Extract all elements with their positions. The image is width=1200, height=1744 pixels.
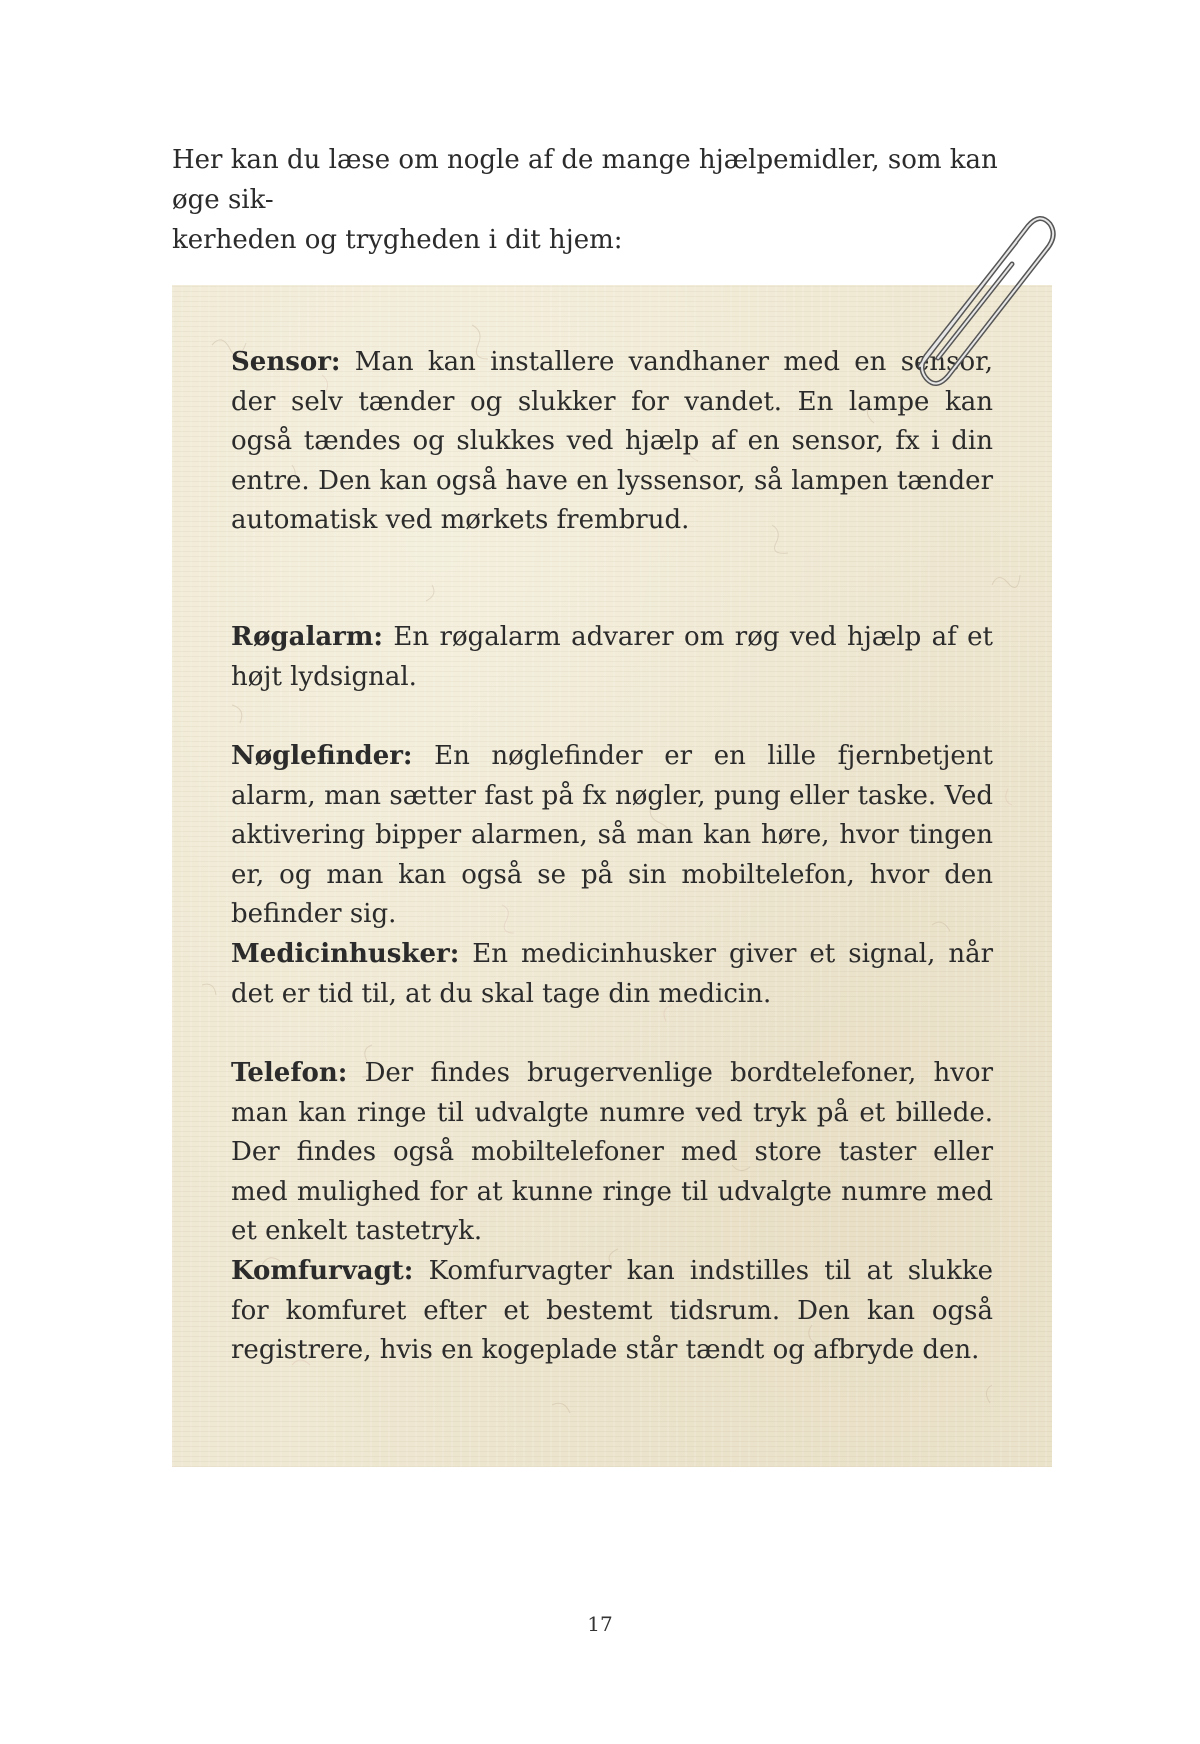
page-number: 17 xyxy=(587,1612,613,1636)
entry-text: En nøglefinder er en lille fjernbetjent alarm, man sætter fast på fx nøgler, pung eller taske. Ved aktivering bipper alarmen, så man kan høre, hvor tingen er, og man kan også se på sin mobiltelefon, hvor den befinder sig. xyxy=(231,741,993,929)
entry-text: En medicinhusker giver et signal, når det er tid til, at du skal tage din medicin. xyxy=(231,939,993,1009)
entry-text: Der findes brugervenlige bordtelefoner, hvor man kan ringe til udvalgte numre ved tryk på et billede. Der findes også mobiltelefoner med store taster eller med mulighed for at kunne ringe til udvalgte numre med et enkelt tastetryk. xyxy=(231,1058,993,1246)
entry-roegalarm xyxy=(231,618,993,697)
entry-term: Røgalarm: xyxy=(231,622,383,652)
entry-sensor xyxy=(231,343,993,541)
entry-telefon xyxy=(231,1054,993,1252)
paperclip-icon xyxy=(890,208,1070,388)
entry-komfurvagt xyxy=(231,1252,993,1371)
note-card xyxy=(172,285,1052,1467)
entry-term: Telefon: xyxy=(231,1058,348,1088)
entry-noeglefinder xyxy=(231,737,993,935)
entry-text: Man kan installere vandhaner med en sensor, der selv tænder og slukker for vandet. En lampe kan også tændes og slukkes ved hjælp af en sensor, fx i din entre. Den kan også have en lyssensor, så lampen tænder automatisk ved mørkets frembrud. xyxy=(231,347,993,535)
entry-term: Komfurvagt: xyxy=(231,1256,414,1286)
entry-text: Komfurvagter kan indstilles til at slukke for komfuret efter et bestemt tidsrum. Den kan også registrere, hvis en kogeplade står tændt og afbryde den. xyxy=(231,1256,994,1365)
entry-term: Sensor: xyxy=(231,347,341,377)
entry-medicinhusker xyxy=(231,935,993,1014)
intro-line-1: Her kan du læse om nogle af de mange hjælpemidler, som kan øge sik- xyxy=(172,145,998,215)
entry-text: En røgalarm advarer om røg ved hjælp af et højt lydsignal. xyxy=(231,622,993,692)
intro-line-2: kerheden og trygheden i dit hjem: xyxy=(172,225,623,255)
entry-term: Nøglefinder: xyxy=(231,741,413,771)
entry-term: Medicinhusker: xyxy=(231,939,460,969)
